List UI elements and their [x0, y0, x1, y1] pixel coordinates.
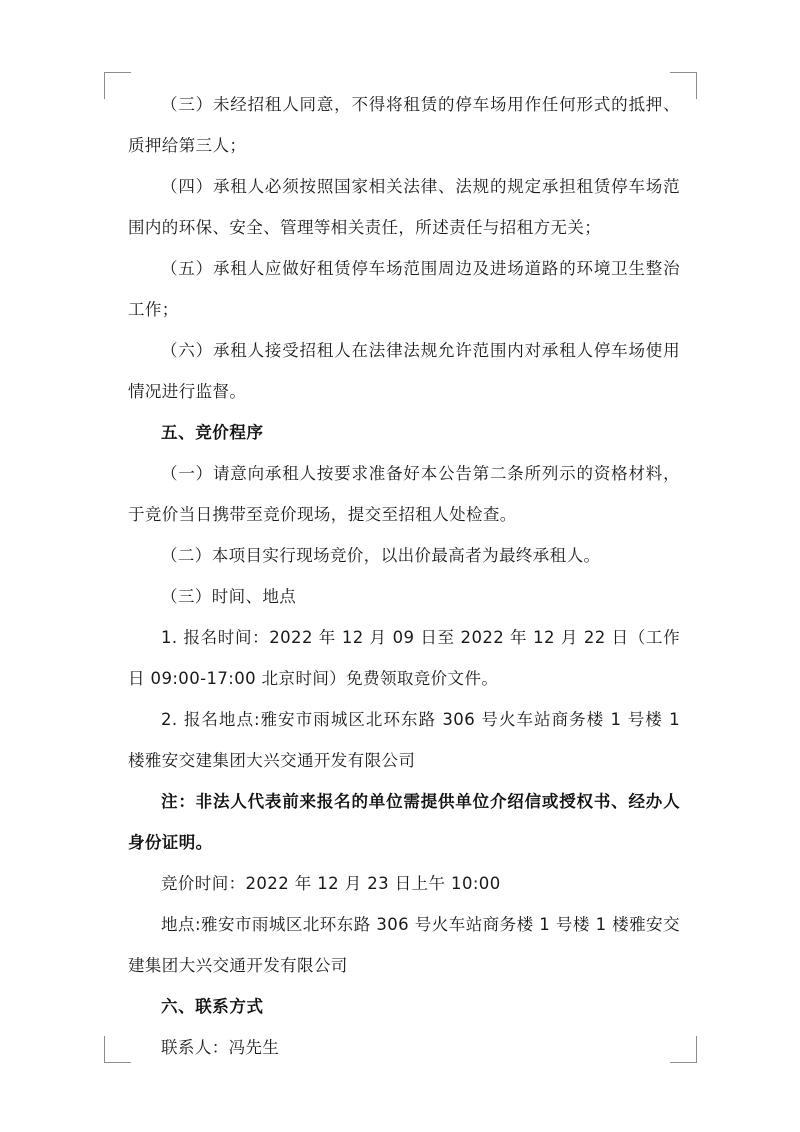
contact-person-text: 联系人：冯先生 [161, 1038, 280, 1057]
clause-item: （五）承租人应做好租赁停车场范围周边及进场道路的环境卫生整治工作； [128, 259, 680, 319]
section-heading: 五、竞价程序 [161, 423, 264, 442]
clause-item: （三）未经招租人同意，不得将租赁的停车场用作任何形式的抵押、质押给第三人； [128, 95, 680, 155]
crop-mark-top-left [104, 72, 131, 99]
signup-place-text: 2. 报名地点:雅安市雨城区北环东路 306 号火车站商务楼 1 号楼 1 楼雅安交建集团大兴交通开发有限公司 [128, 710, 686, 770]
clause-item: （六）承租人接受招租人在法律法规允许范围内对承租人停车场使用情况进行监督。 [128, 341, 680, 401]
section-heading: 六、联系方式 [161, 997, 264, 1016]
crop-mark-bottom-left [104, 1036, 131, 1063]
procedure-item: （三）时间、地点 [161, 587, 297, 606]
bidding-time-text: 竞价时间：2022 年 12 月 23 日上午 10:00 [161, 874, 501, 893]
note-text: 注：非法人代表前来报名的单位需提供单位介绍信或授权书、经办人身份证明。 [128, 792, 680, 852]
procedure-item: （一）请意向承租人按要求准备好本公告第二条所列示的资格材料，于竞价当日携带至竞价现场，提交至招租人处检查。 [128, 464, 680, 524]
document-body [128, 84, 686, 1068]
clause-item: （四）承租人必须按照国家相关法律、法规的规定承担租赁停车场范围内的环保、安全、管理等相关责任，所述责任与招租方无关； [128, 177, 680, 237]
signup-time-text: 1. 报名时间：2022 年 12 月 09 日至 2022 年 12 月 22 日（工作日 09:00-17:00 北京时间）免费领取竞价文件。 [128, 628, 680, 688]
procedure-item: （二）本项目实行现场竞价，以出价最高者为最终承租人。 [161, 546, 601, 565]
bidding-place-text: 地点:雅安市雨城区北环东路 306 号火车站商务楼 1 号楼 1 楼雅安交建集团大兴交通开发有限公司 [128, 915, 680, 975]
